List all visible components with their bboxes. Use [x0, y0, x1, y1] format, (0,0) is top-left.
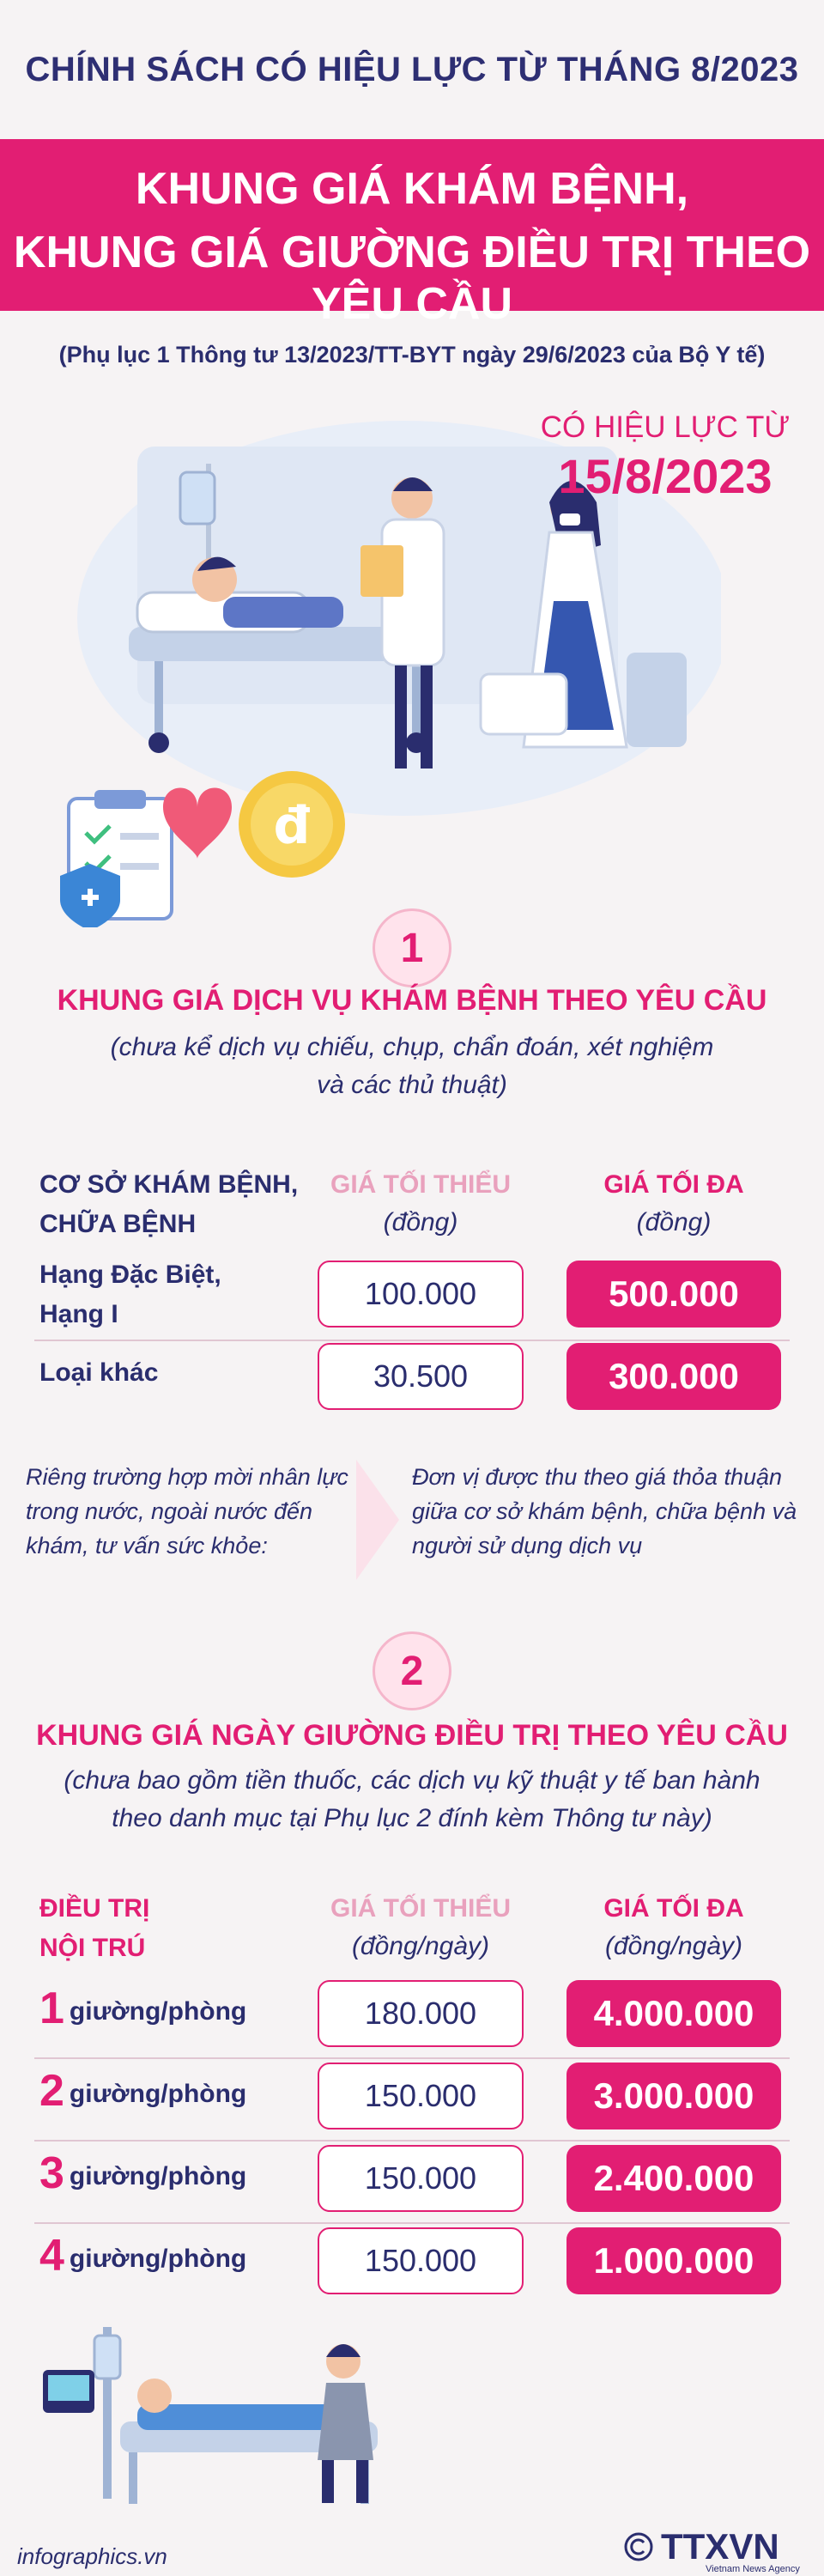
s1-col-facility-header: [39, 1165, 298, 1244]
effective-date: 15/8/2023: [558, 449, 772, 503]
s1-col-max-header: GIÁ TỐI ĐA: [603, 1170, 744, 1199]
s2-col-max-unit: (đồng/ngày): [604, 1932, 743, 1960]
section-2-note: [26, 1762, 798, 1838]
svg-text:đ: đ: [273, 796, 311, 856]
s1-special-case-text: Riêng trường hợp mời nhân lực trong nước, ngoài nước đến khám, tư vấn sức khỏe:: [26, 1464, 348, 1558]
s1-row-2-max-price: 300.000: [566, 1343, 781, 1410]
section-1-note-line-2: và các thủ thuật): [317, 1071, 507, 1099]
s2-row-2-bed-count: 2: [39, 2066, 64, 2116]
s2-row-4-label: [39, 2231, 247, 2281]
section-1-note: [26, 1029, 798, 1104]
s2-row-2-min-price: 150.000: [318, 2063, 524, 2129]
s2-row-3-unit: giường/phòng: [69, 2162, 247, 2190]
s2-row-1-bed-count: 1: [39, 1984, 64, 2033]
section-2-note-line-1: (chưa bao gồm tiền thuốc, các dịch vụ kỹ thuật y tế ban hành: [64, 1766, 760, 1795]
s1-row-1-label-line-2: Hạng I: [39, 1300, 118, 1328]
s1-row-1-label-line-1: Hạng Đặc Biệt,: [39, 1261, 221, 1289]
s2-col-inpatient-line-1: ĐIỀU TRỊ: [39, 1894, 150, 1923]
s2-col-min-unit: (đồng/ngày): [351, 1932, 490, 1960]
s2-row-3-label: [39, 2148, 247, 2198]
s1-col-max-unit: (đồng): [636, 1208, 712, 1236]
s2-row-3-max-price: 2.400.000: [566, 2145, 781, 2212]
s1-row-2-label: Loại khác: [39, 1358, 159, 1387]
title-banner: [0, 139, 824, 329]
section-1-number: 1: [373, 908, 451, 987]
s2-col-inpatient-line-2: NỘI TRÚ: [39, 1934, 146, 1962]
ttxvn-logo-subtitle: Vietnam News Agency: [706, 2564, 800, 2574]
s2-row-3-min-price: 150.000: [318, 2145, 524, 2212]
s1-row-1-label: [39, 1255, 221, 1334]
s2-row-divider-2: [34, 2140, 790, 2142]
s2-row-divider-3: [34, 2222, 790, 2224]
section-1-title: KHUNG GIÁ DỊCH VỤ KHÁM BỆNH THEO YÊU CẦU: [57, 984, 767, 1017]
s1-row-divider: [34, 1340, 790, 1341]
s1-col-facility-line-1: CƠ SỞ KHÁM BỆNH,: [39, 1170, 299, 1199]
s2-col-max-header: GIÁ TỐI ĐA: [603, 1894, 744, 1923]
patient-bed-illustration: [17, 2310, 429, 2516]
s1-row-1-min-price: 100.000: [318, 1261, 524, 1327]
s1-row-1-max-price: 500.000: [566, 1261, 781, 1327]
footer: [0, 2514, 824, 2576]
s2-row-1-min-price: 180.000: [318, 1980, 524, 2047]
ttxvn-logo: TTXVN: [661, 2526, 779, 2567]
title-line-2: KHUNG GIÁ GIƯỜNG ĐIỀU TRỊ THEO YÊU CẦU: [13, 228, 811, 329]
s2-row-divider-1: [34, 2057, 790, 2059]
s1-row-2-min-price: 30.500: [318, 1343, 524, 1410]
s2-col-min-header: GIÁ TỐI THIỂU: [330, 1894, 511, 1923]
s2-row-2-unit: giường/phòng: [69, 2080, 247, 2108]
s2-row-4-unit: giường/phòng: [69, 2245, 247, 2273]
policy-header: CHÍNH SÁCH CÓ HIỆU LỰC TỪ THÁNG 8/2023: [0, 0, 824, 139]
s1-special-case-result: Đơn vị được thu theo giá thỏa thuận giữa cơ sở khám bệnh, chữa bệnh và người sử dụng dịch vụ: [412, 1464, 797, 1558]
s1-col-min-unit: (đồng): [383, 1208, 458, 1236]
s2-row-1-max-price: 4.000.000: [566, 1980, 781, 2047]
s1-col-min-header: GIÁ TỐI THIỂU: [330, 1170, 511, 1199]
section-2-title: KHUNG GIÁ NGÀY GIƯỜNG ĐIỀU TRỊ THEO YÊU CẦU: [36, 1719, 788, 1752]
s2-row-2-max-price: 3.000.000: [566, 2063, 781, 2129]
s2-col-inpatient-header: [39, 1889, 149, 1968]
s2-row-4-bed-count: 4: [39, 2231, 64, 2281]
s2-row-3-bed-count: 3: [39, 2148, 64, 2198]
section-2-number: 2: [373, 1631, 451, 1710]
s2-row-2-label: [39, 2066, 247, 2116]
section-1-note-line-1: (chưa kể dịch vụ chiếu, chụp, chẩn đoán, xét nghiệm: [110, 1033, 714, 1061]
legal-reference: (Phụ lục 1 Thông tư 13/2023/TT-BYT ngày 29/6/2023 của Bộ Y tế): [58, 342, 766, 368]
s2-row-4-max-price: 1.000.000: [566, 2227, 781, 2294]
effective-label: CÓ HIỆU LỰC TỪ: [540, 410, 791, 444]
s2-row-4-min-price: 150.000: [318, 2227, 524, 2294]
footer-site-link[interactable]: infographics.vn: [17, 2543, 167, 2569]
s1-col-facility-line-2: CHỮA BỆNH: [39, 1210, 197, 1238]
s2-row-1-label: [39, 1984, 247, 2033]
section-2-note-line-2: theo danh mục tại Phụ lục 2 đính kèm Thông tư này): [112, 1804, 712, 1832]
s2-row-1-unit: giường/phòng: [69, 1997, 247, 2026]
title-line-1: KHUNG GIÁ KHÁM BỆNH,: [135, 164, 689, 214]
arrow-right-icon: [356, 1460, 399, 1580]
copyright-icon: [623, 2531, 654, 2562]
